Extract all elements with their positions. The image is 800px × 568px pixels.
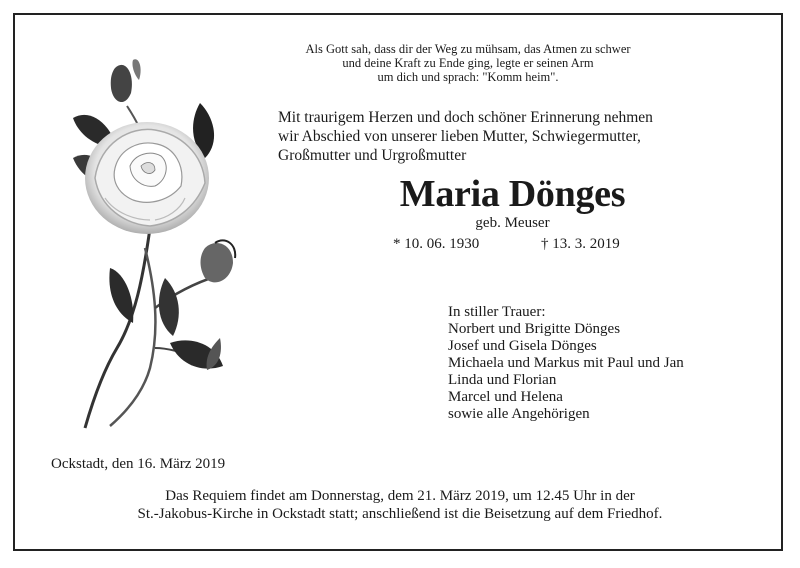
mourner-entry: sowie alle Angehörigen — [448, 406, 590, 422]
mourner-entry: Linda und Florian — [448, 372, 557, 388]
requiem-line: St.-Jakobus-Kirche in Ockstadt statt; anschließend ist die Beisetzung auf dem Friedhof. — [137, 506, 663, 522]
place-date: Ockstadt, den 16. März 2019 — [51, 456, 226, 472]
verse-line: um dich und sprach: "Komm heim". — [377, 70, 559, 84]
mourner-entry: Marcel und Helena — [448, 389, 563, 405]
verse-line: und deine Kraft zu Ende ging, legte er seinen Arm — [342, 56, 594, 70]
mourner-entry: Michaela und Markus mit Paul und Jan — [448, 355, 684, 371]
death-date: † 13. 3. 2019 — [541, 236, 620, 252]
maiden-name: geb. Meuser — [475, 215, 550, 231]
intro-line: Mit traurigem Herzen und doch schöner Erinnerung nehmen — [278, 109, 653, 126]
requiem-line: Das Requiem findet am Donnerstag, dem 21. März 2019, um 12.45 Uhr in der — [165, 488, 635, 504]
rose-illustration — [55, 48, 255, 433]
birth-date: * 10. 06. 1930 — [393, 236, 480, 252]
mourner-entry: Josef und Gisela Dönges — [448, 338, 597, 354]
intro-line: wir Abschied von unserer lieben Mutter, Schwiegermutter, — [278, 128, 641, 145]
mourners-heading: In stiller Trauer: — [448, 304, 546, 320]
requiem-notice — [40, 487, 760, 523]
farewell-intro — [278, 108, 748, 165]
intro-line: Großmutter und Urgroßmutter — [278, 147, 467, 164]
opening-verse — [268, 42, 668, 84]
verse-line: Als Gott sah, dass dir der Weg zu mühsam, das Atmen zu schwer — [305, 42, 631, 56]
mourner-entry: Norbert und Brigitte Dönges — [448, 321, 621, 337]
deceased-name: Maria Dönges — [399, 173, 626, 215]
mourners-list — [448, 304, 768, 423]
